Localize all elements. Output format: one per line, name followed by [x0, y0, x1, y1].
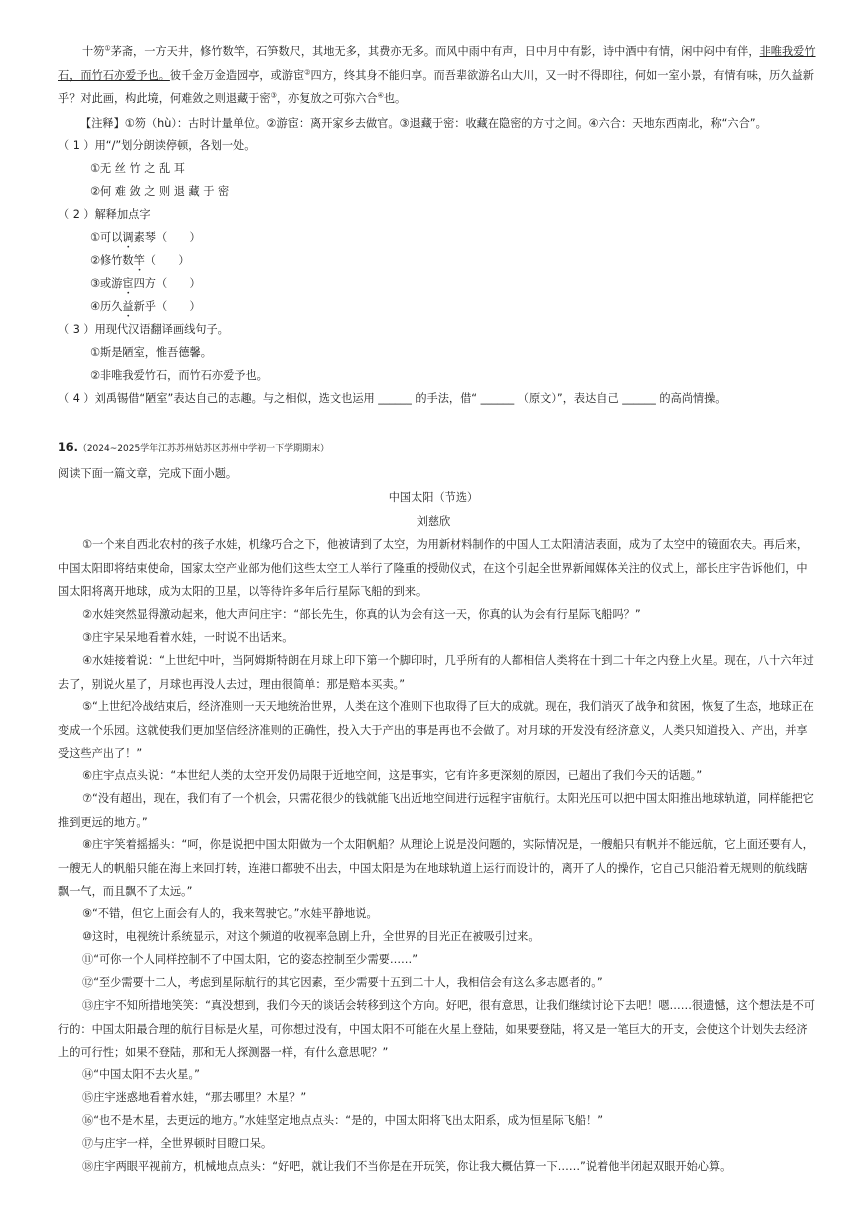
article-author: 刘慈欣	[416, 515, 451, 528]
question-4: （ 4 ）刘禹锡借“陋室”表达自己的志趣。与之相似，选文也运用 ______ 的手法，借“ ______ （原文）”，表达自己 ______ 的高尚情操。	[58, 392, 727, 405]
article-paragraph: ⑰与庄宇一样，全世界顿时目瞪口呆。	[82, 1137, 273, 1150]
passage-text: 彼千金万金造园亭，或游宦	[169, 68, 305, 82]
article-paragraph: ⑭“中国太阳不去火星。”	[82, 1068, 200, 1081]
passage-text: 也。	[383, 92, 407, 105]
article-paragraph: ⑧庄宇笑着摇摇头：“呵，你是说把中国太阳做为一个太阳帆船？从理论上说是没问题的，实际情况是，一艘船只有帆并不能远航，它上面还要有人，一艘无人的帆船只能在海上来回打转，连港口都驶不出去，中国太阳是为在地球轨道上运行而设计的，离开了人的操作，它自己只能沿着无规则的航线瞎飘一气，而且飘不了太远。”	[58, 838, 814, 898]
question-number: 16.	[58, 441, 78, 454]
passage-text: 茅斋，一方天井，修竹数竿，石笋数尺，其地无多，其费亦无多。而风中雨中有声，日中月中有影，诗中酒中有情，闲中闷中有伴，	[110, 45, 760, 58]
instruction: 阅读下面一篇文章，完成下面小题。	[58, 467, 238, 480]
article-title: 中国太阳（节选）	[388, 491, 479, 504]
passage-text: 味，历久益新乎？对此画，构此境，何难敛之则退藏于密	[58, 68, 814, 105]
question-source: （2024~2025学年江苏苏州姑苏区苏州中学初一下学期期末）	[77, 444, 330, 454]
article-paragraph: ⑩这时，电视统计系统显示，对这个频道的收视率急剧上升，全世界的目光正在被吸引过来。	[82, 930, 540, 943]
article-paragraph: ⑫“至少需要十二人，考虑到星际航行的其它因素，至少需要十五到二十人，我相信会有这么多志愿者的。”	[82, 976, 603, 989]
article-paragraph: ⑪“可你一个人同样控制不了中国太阳，它的姿态控制至少需要……”	[82, 953, 419, 966]
dotted-char: 调	[122, 231, 134, 244]
article-paragraph: ⑱庄宇两眼平视前方，机械地点点头：“好吧，就让我们不当你是在开玩笑，你让我大概估算一下……”说着他半闭起双眼开始心算。	[82, 1160, 732, 1173]
question-2-item-c: ③或游宦四方（ ）	[90, 277, 201, 290]
question-16-header	[58, 440, 329, 457]
dotted-char: 益	[122, 300, 134, 313]
footnote-mark: ③	[270, 91, 277, 100]
article-paragraph: ⑨“不错，但它上面会有人的，我来驾驶它。”水娃平静地说。	[82, 907, 378, 920]
article-paragraph: ⑥庄宇点点头说：“本世纪人类的太空开发仍局限于近地空间，这是事实，它有许多更深刻的原因，已超出了我们今天的话题。”	[82, 769, 703, 782]
article-paragraph: ⑯“也不是木星，去更远的地方。”水娃坚定地点点头：“是的，中国太阳将飞出太阳系，成为恒星际飞船！”	[82, 1114, 604, 1127]
question-3: （ 3 ）用现代汉语翻译画线句子。	[58, 323, 229, 336]
question-2-item-b: ②修竹数竿（ ）	[90, 254, 190, 267]
question-2: （ 2 ）解释加点字	[58, 208, 151, 221]
annotation-note: 【注释】①笏（hù）：古时计量单位。②游宦：离开家乡去做官。③退藏于密：收藏在隐密的方寸之间。④六合：天地东西南北，称“六合”。	[80, 117, 767, 130]
footnote-mark: ①	[104, 44, 111, 53]
question-1-item-b: ②何 难 敛 之 则 退 藏 于 密	[90, 185, 230, 198]
article-paragraph: ⑮庄宇迷惑地看着水娃，“那去哪里？木星？”	[82, 1091, 307, 1104]
article-paragraph: ⑤“上世纪冷战结束后，经济准则一天天地统治世界，人类在这个准则下也取得了巨大的成就。现在，我们消灭了战争和贫困，恢复了生态，地球正在变成一个乐园。这就使我们更加坚信经济准则的正确性，投入大于产出的事是再也不会做了。对月球的开发没有经济意义，人类只知道投入、产出，并享受这些产出了！”	[58, 700, 814, 760]
question-2-item-a: ①可以调素琴（ ）	[90, 231, 201, 244]
article-paragraph: ⑬庄宇不知所措地笑笑：“真没想到，我们今天的谈话会转移到这个方向。好吧，很有意思，让我们继续讨论下去吧！嗯……很遗憾，这个想法是不可行的：中国太阳最合理的航行目标是火星，可你想过没有，中国太阳不可能在火星上登陆，如果要登陆，将又是一笔巨大的开支，会使这个计划失去经济上的可行性；如果不登陆，那和无人探测器一样，有什么意思呢？”	[58, 999, 815, 1059]
underlined-sentence: 非唯	[759, 45, 782, 58]
article-paragraph: ③庄宇呆呆地看着水娃，一时说不出话来。	[82, 631, 294, 644]
article-paragraph: ⑦“没有超出，现在，我们有了一个机会，只需花很少的钱就能飞出近地空间进行远程宇宙航行。太阳光压可以把中国太阳推出地球轨道，同样能把它推到更远的地方。”	[58, 792, 814, 829]
article-paragraph: ①一个来自西北农村的孩子水娃，机缘巧合之下，他被请到了太空，为用新材料制作的中国人工太阳清洁表面，成为了太空中的镜面农夫。再后来，中国太阳即将结束使命，国家太空产业部为他们这些太空工人举行了隆重的授勋仪式，在这个引起全世界新闻媒体关注的仪式上，部长庄宇告诉他们，中国太阳将离开地球，成为太阳的卫星，以等待许多年后行星际飞船的到来。	[58, 538, 809, 598]
passage-text: ，亦复放之可弥六合	[276, 92, 378, 105]
dotted-char: 宦	[122, 277, 134, 290]
article-paragraph: ④水娃接着说：“上世纪中叶，当阿姆斯特朗在月球上印下第一个脚印时，几乎所有的人都相信人类将在十到二十年之内登上火星。现在，八十六年过去了，别说火星了，月球也再没人去过，理由很简单：那是赔本买卖。”	[58, 654, 814, 691]
footnote-mark: ②	[304, 67, 311, 76]
question-2-item-d: ④历久益新乎（ ）	[90, 300, 201, 313]
underlined-sentence: 我爱竹石，而竹石亦爱予也。	[58, 45, 816, 82]
footnote-mark: ④	[377, 91, 384, 100]
question-1-item-a: ①无 丝 竹 之 乱 耳	[90, 162, 185, 175]
passage-text: 四方，终其身不能归享。而吾辈欲游名山大川，又一时不得即往，何如一室小景，有情有	[310, 68, 747, 82]
question-1: （ 1 ）用“/”划分朗读停顿，各划一处。	[58, 139, 256, 152]
question-3-item-b: ②非唯我爱竹石，而竹石亦爱予也。	[90, 369, 268, 382]
dotted-char: 竿	[133, 254, 145, 267]
question-3-item-a: ①斯是陋室，惟吾德馨。	[90, 346, 212, 359]
passage-text: 十笏	[82, 45, 105, 58]
passage-ending	[58, 40, 818, 111]
article-paragraph: ②水娃突然显得激动起来，他大声问庄宇：“部长先生，你真的认为会有这一天，你真的认为会有行星际飞船吗？”	[82, 608, 641, 621]
